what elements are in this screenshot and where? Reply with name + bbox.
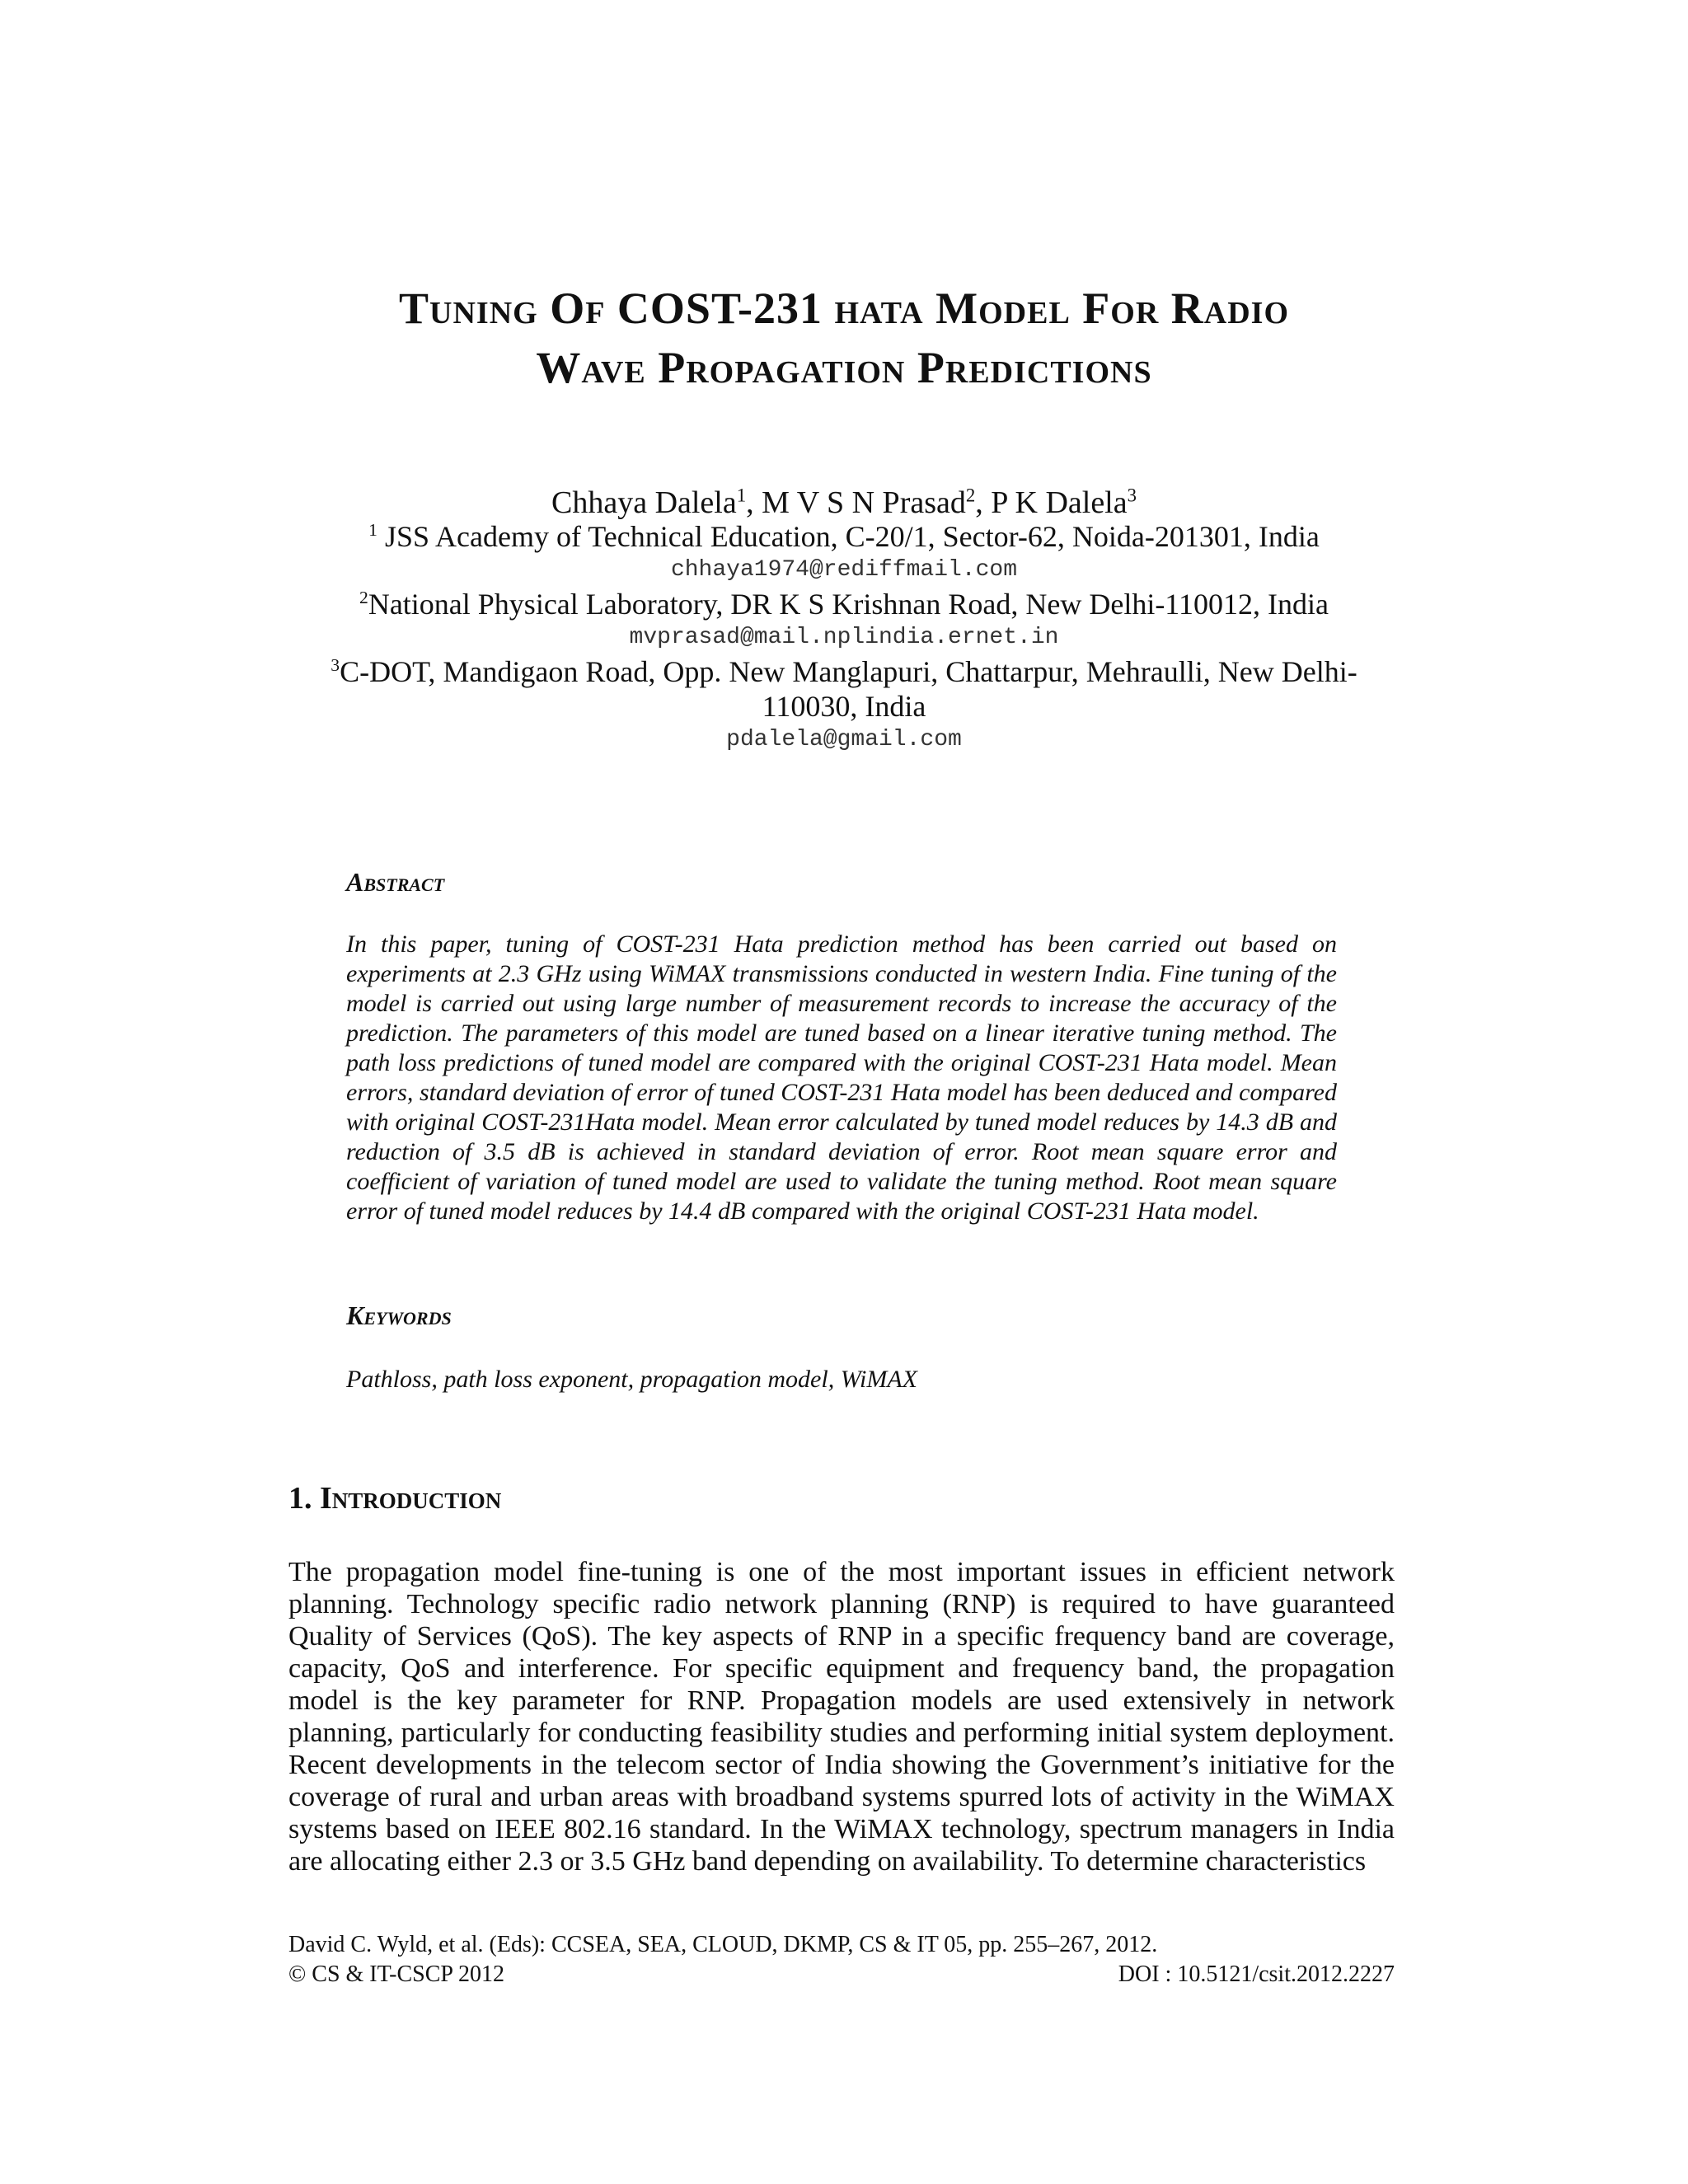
keywords-text: Pathloss, path loss exponent, propagation model, WiMAX bbox=[346, 1366, 918, 1393]
keywords-heading: Keywords bbox=[346, 1301, 452, 1330]
affiliation-1-text: JSS Academy of Technical Education, C-20/1, Sector-62, Noida-201301, India bbox=[377, 520, 1320, 553]
affiliations bbox=[313, 519, 1375, 757]
footer-copyright: © CS & IT-CSCP 2012 bbox=[288, 1961, 504, 1987]
affiliation-3-sup: 3 bbox=[331, 655, 340, 675]
paper-title bbox=[0, 279, 1688, 397]
affiliation-2-text: National Physical Laboratory, DR K S Krishnan Road, New Delhi-110012, India bbox=[368, 588, 1329, 621]
author-1-sup: 1 bbox=[736, 485, 747, 506]
affiliation-3 bbox=[313, 654, 1375, 724]
affiliation-1-email[interactable]: chhaya1974@rediffmail.com bbox=[670, 557, 1018, 583]
author-3-sup: 3 bbox=[1127, 485, 1137, 506]
affiliation-2-email[interactable]: mvprasad@mail.nplindia.ernet.in bbox=[629, 625, 1059, 650]
author-1: Chhaya Dalela bbox=[551, 485, 737, 520]
author-2: M V S N Prasad bbox=[762, 485, 966, 520]
affiliation-1 bbox=[313, 519, 1375, 554]
abstract-text: In this paper, tuning of COST-231 Hata prediction method has been carried out based on experiments at 2.3 GHz using WiMAX transmissions conducted in western India. Fine tuning of the model is carried out using large number of measurement records to increase the accuracy of the prediction. The parameters of this model are tuned based on a linear iterative tuning method. The path loss predictions of tuned model are compared with the original COST-231 Hata model. Mean errors, standard deviation of error of tuned COST-231 Hata model has been deduced and compared with original COST-231Hata model. Mean error calculated by tuned model reduces by 14.3 dB and reduction of 3.5 dB is achieved in standard deviation of error. Root mean square error and coefficient of variation of tuned model are used to validate the tuning method. Root mean square error of tuned model reduces by 14.4 dB compared with the original COST-231 Hata model. bbox=[346, 930, 1337, 1225]
author-list: Chhaya Dalela$^1$, M V S N Prasad$^2$, P K Dalela$^3$ bbox=[551, 485, 1137, 520]
affiliation-3-email[interactable]: pdalela@gmail.com bbox=[726, 727, 962, 752]
affiliation-1-sup: 1 bbox=[368, 520, 377, 540]
affiliation-2-sup: 2 bbox=[359, 588, 368, 607]
title-line-2: Wave Propagation Predictions bbox=[536, 343, 1152, 392]
affiliation-3-text: C-DOT, Mandigaon Road, Opp. New Manglapuri, Chattarpur, Mehraulli, New Delhi-110030, India bbox=[340, 655, 1357, 723]
title-line-1: Tuning Of COST-231 hata Model For Radio bbox=[399, 284, 1289, 333]
abstract-heading: Abstract bbox=[346, 867, 445, 897]
affiliation-2 bbox=[313, 587, 1375, 621]
introduction-text: The propagation model fine-tuning is one of the most important issues in efficient network planning. Technology specific radio network planning (RNP) is required to have guaranteed Quality of Services (QoS). The key aspects of RNP in a specific frequency band are coverage, capacity, QoS and interference. For specific equipment and frequency band, the propagation model is the key parameter for RNP. Propagation models are used extensively in network planning, particularly for conducting feasibility studies and performing initial system deployment. Recent developments in the telecom sector of India showing the Government’s initiative for the coverage of rural and urban areas with broadband systems spurred lots of activity in the WiMAX systems based on IEEE 802.16 standard. In the WiMAX technology, spectrum managers in India are allocating either 2.3 or 3.5 GHz band depending on availability. To determine characteristics bbox=[288, 1557, 1395, 1877]
introduction-heading: 1. Introduction bbox=[288, 1481, 502, 1516]
page-footer bbox=[288, 1930, 1395, 1990]
footer-doi[interactable]: DOI : 10.5121/csit.2012.2227 bbox=[1118, 1961, 1395, 1987]
author-2-sup: 2 bbox=[965, 485, 976, 506]
footer-citation: David C. Wyld, et al. (Eds): CCSEA, SEA, CLOUD, DKMP, CS & IT 05, pp. 255–267, 2012. bbox=[288, 1932, 1158, 1957]
author-3: P K Dalela bbox=[991, 485, 1128, 520]
